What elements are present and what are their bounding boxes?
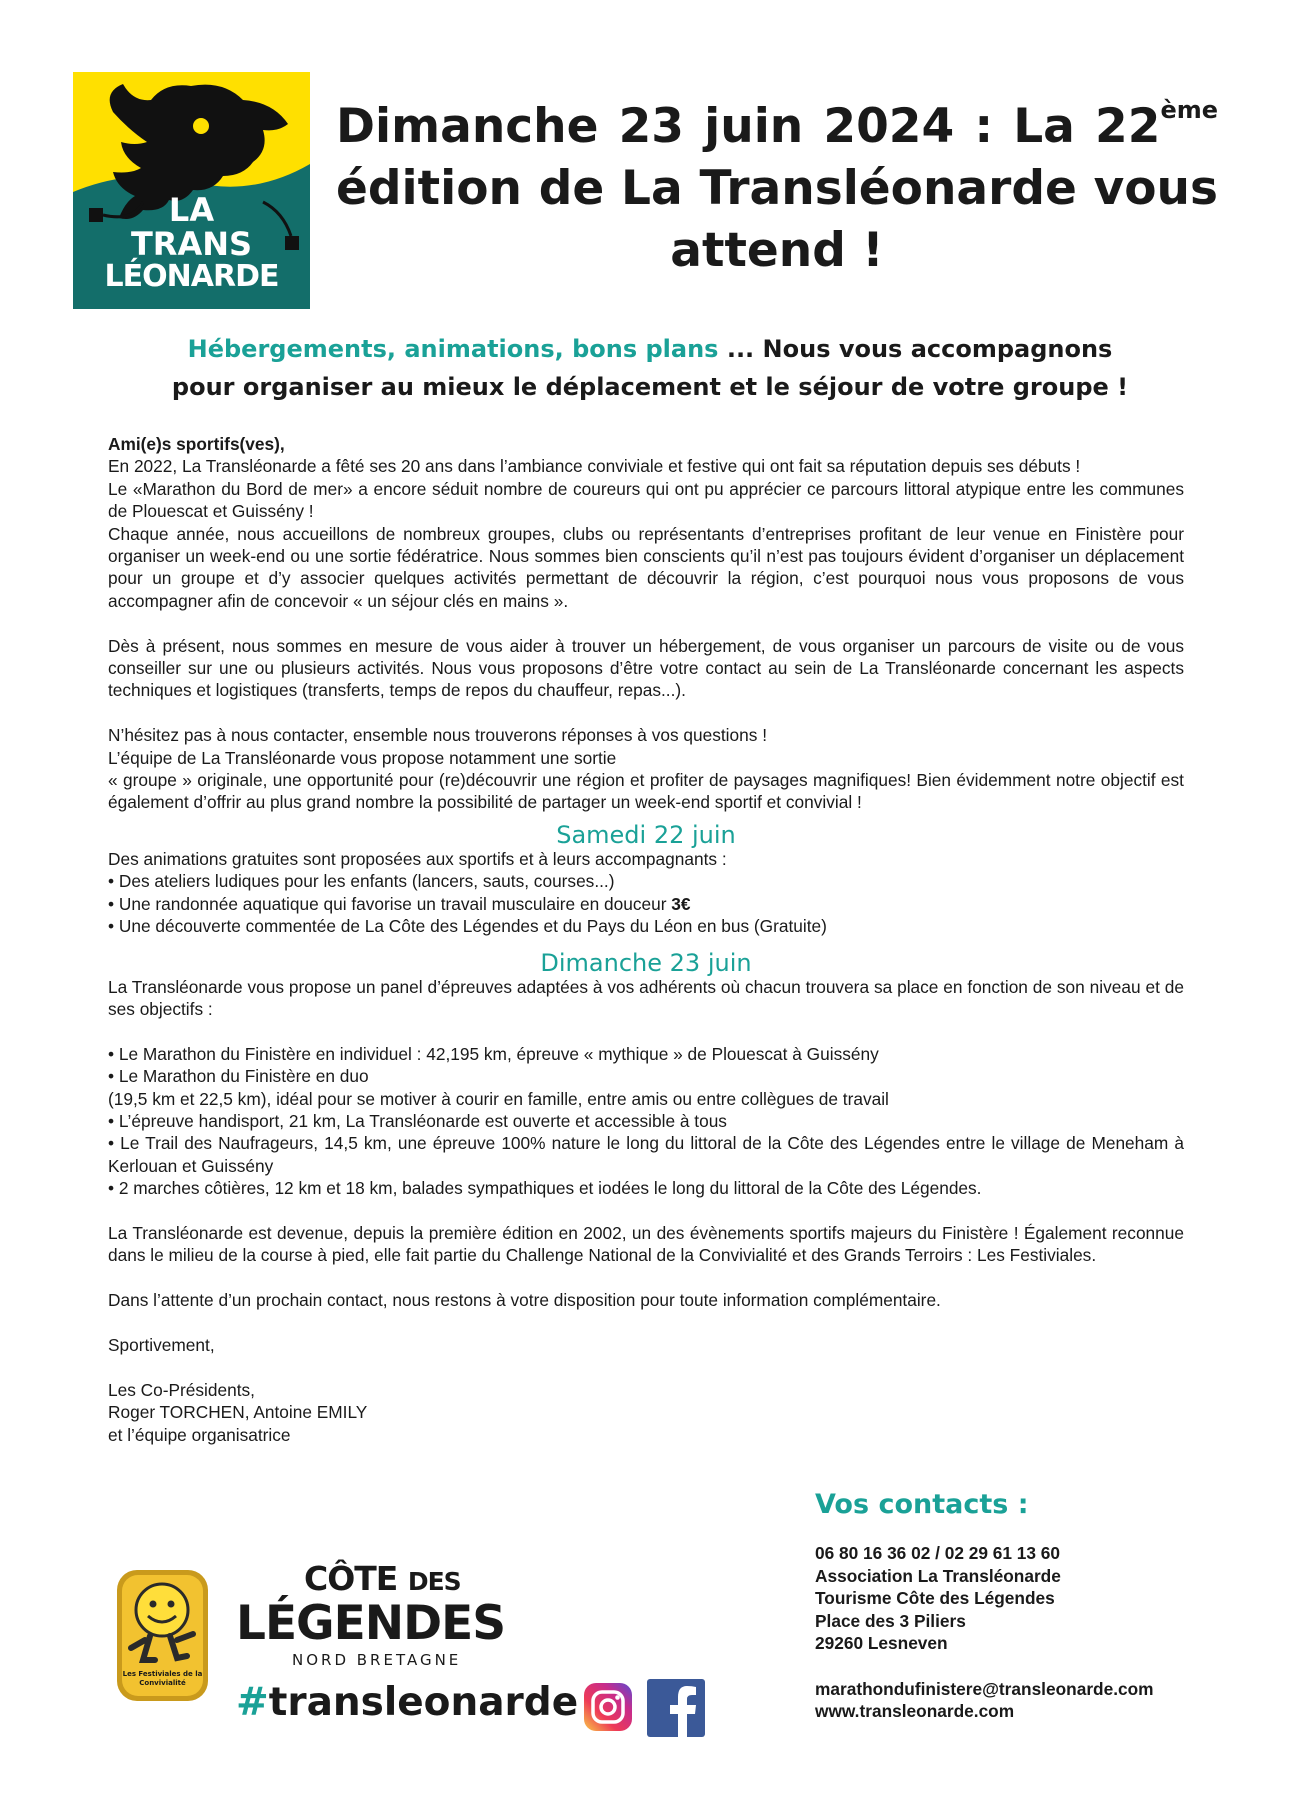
greeting: Ami(e)s sportifs(ves), (108, 434, 285, 454)
dimanche-item: • Le Marathon du Finistère en individuel : 42,195 km, épreuve « mythique » de Plouescat à Guissény (108, 1043, 879, 1064)
subheading-rest: ... Nous vous accompagnons pour organiser au mieux le déplacement et le séjour de votre groupe ! (171, 335, 1129, 401)
logo-line-leonarde: LÉONARDE (104, 259, 279, 294)
facebook-icon[interactable] (647, 1679, 705, 1737)
contact-org-2: Tourisme Côte des Légendes (815, 1588, 1055, 1609)
cote-word-3: LÉGENDES (236, 1596, 506, 1651)
headline-sup: ème (1160, 96, 1218, 124)
paragraph-8: La Transléonarde est devenue, depuis la première édition en 2002, un des évènements sportifs majeurs du Finistère ! Également reconnue dans le milieu de la course à pied, elle fait partie du Challenge National de la Convivialité et des Grands Terroirs : Les Festiviales. (108, 1222, 1184, 1266)
subheading (160, 330, 1140, 406)
samedi-item (108, 893, 1184, 915)
hashtag-symbol: # (236, 1680, 269, 1725)
samedi-intro: Des animations gratuites sont proposées aux sportifs et à leurs accompagnants : (108, 848, 727, 869)
signature-line-1: Les Co-Présidents, (108, 1379, 255, 1400)
signature-line-2: Roger TORCHEN, Antoine EMILY (108, 1402, 368, 1423)
dimanche-intro: La Transléonarde vous propose un panel d’épreuves adaptées à vos adhérents où chacun trouvera sa place en fonction de son niveau et de ses objectifs : (108, 976, 1184, 1019)
contact-org-1: Association La Transléonarde (815, 1565, 1061, 1586)
headline-part1: Dimanche 23 juin 2024 : La 22 (336, 99, 1161, 154)
transleonarde-logo (73, 72, 310, 309)
hashtag (236, 1680, 578, 1725)
subheading-highlight: Hébergements, animations, bons plans (187, 335, 719, 363)
samedi-item: • Une découverte commentée de La Côte des Légendes et du Pays du Léon en bus (Gratuite) (108, 916, 827, 937)
instagram-icon[interactable] (583, 1682, 633, 1732)
paragraph-2: Le «Marathon du Bord de mer» a encore séduit nombre de coureurs qui ont pu apprécier ce parcours littoral atypique entre les communes de Plouescat et Guissény ! (108, 478, 1184, 522)
cote-word-1: CÔTE (304, 1559, 398, 1598)
dimanche-item: • Le Marathon du Finistère en duo (108, 1066, 369, 1087)
cote-word-2: DES (407, 1567, 461, 1596)
samedi-price: 3€ (671, 893, 691, 914)
logo-line-trans: TRANS (130, 225, 253, 263)
samedi-item: • Des ateliers ludiques pour les enfants (lancers, sauts, courses...) (108, 871, 615, 892)
dimanche-item: • Le Trail des Naufrageurs, 14,5 km, une épreuve 100% nature le long du littoral de la Côte des Légendes entre le village de Meneham à Kerlouan et Guissény (108, 1133, 1184, 1176)
hashtag-text: transleonarde (268, 1680, 579, 1725)
cote-des-legendes-logo (236, 1559, 516, 1669)
headline-part2: édition de La Transléonarde vous attend ! (336, 161, 1218, 278)
paragraph-7: « groupe » originale, une opportunité pour (re)découvrir une région et profiter de paysages magnifiques! Bien évidemment notre objectif est également d’offrir au plus grand nombre la possibilité de partager un week-end sportif et convivial ! (108, 770, 1184, 813)
contact-phone[interactable]: 06 80 16 36 02 / 02 29 61 13 60 (815, 1543, 1061, 1563)
paragraph-5: N’hésitez pas à nous contacter, ensemble nous trouverons réponses à vos questions ! (108, 725, 767, 746)
dimanche-item: • 2 marches côtières, 12 km et 18 km, balades sympathiques et iodées le long du littoral de la Côte des Légendes. (108, 1178, 982, 1199)
festiviales-logo (115, 1568, 210, 1703)
festiviales-text: Les Festiviales de la Convivialité (122, 1670, 203, 1687)
paragraph-9: Dans l’attente d’un prochain contact, nous restons à votre disposition pour toute information complémentaire. (108, 1290, 941, 1311)
samedi-item-text: • Une randonnée aquatique qui favorise un travail musculaire en douceur (108, 893, 672, 914)
section-title-samedi: Samedi 22 juin (556, 820, 736, 849)
signature-line-3: et l’équipe organisatrice (108, 1424, 291, 1445)
contact-city: 29260 Lesneven (815, 1633, 948, 1654)
contacts-block (815, 1542, 1154, 1723)
paragraph-1: En 2022, La Transléonarde a fêté ses 20 ans dans l’ambiance conviviale et festive qui ont fait sa réputation depuis ses débuts ! (108, 456, 1081, 477)
paragraph-4: Dès à présent, nous sommes en mesure de vous aider à trouver un hébergement, de vous organiser un parcours de visite ou de vous conseiller sur une ou plusieurs activités. Nous vous proposons d’être votre contact au sein de La Transléonarde concernant les aspects techniques et logistiques (transferts, temps de repos du chauffeur, repas...). (108, 635, 1184, 701)
dimanche-item: • L’épreuve handisport, 21 km, La Transléonarde est ouverte et accessible à tous (108, 1110, 727, 1131)
contact-address: Place des 3 Piliers (815, 1610, 966, 1631)
paragraph-3: Chaque année, nous accueillons de nombreux groupes, clubs ou représentants d’entreprises profitant de leur venue en Finistère pour organiser un week-end ou une sortie fédératrice. Nous sommes bien conscients qu’il n’est pas toujours évident d’organiser un déplacement pour un groupe et d’y associer quelques activités permettant de découvrir la région, c’est pourquoi nous vous proposons de vous accompagner afin de concevoir « un séjour clés en mains ». (108, 523, 1184, 611)
letter-body (108, 433, 1184, 1446)
contacts-title: Vos contacts : (815, 1489, 1029, 1520)
dimanche-item: (19,5 km et 22,5 km), idéal pour se motiver à courir en famille, entre amis ou entre collègues de travail (108, 1088, 889, 1109)
logo-line-la: LA (168, 191, 215, 229)
contact-website-link[interactable]: www.transleonarde.com (815, 1701, 1015, 1722)
paragraph-6: L’équipe de La Transléonarde vous propose notamment une sortie (108, 747, 617, 768)
contact-email-link[interactable]: marathondufinistere@transleonarde.com (815, 1678, 1154, 1699)
section-title-dimanche: Dimanche 23 juin (540, 948, 752, 977)
cote-region: NORD BRETAGNE (292, 1651, 462, 1669)
page-title (336, 96, 1218, 282)
closing: Sportivement, (108, 1334, 215, 1355)
